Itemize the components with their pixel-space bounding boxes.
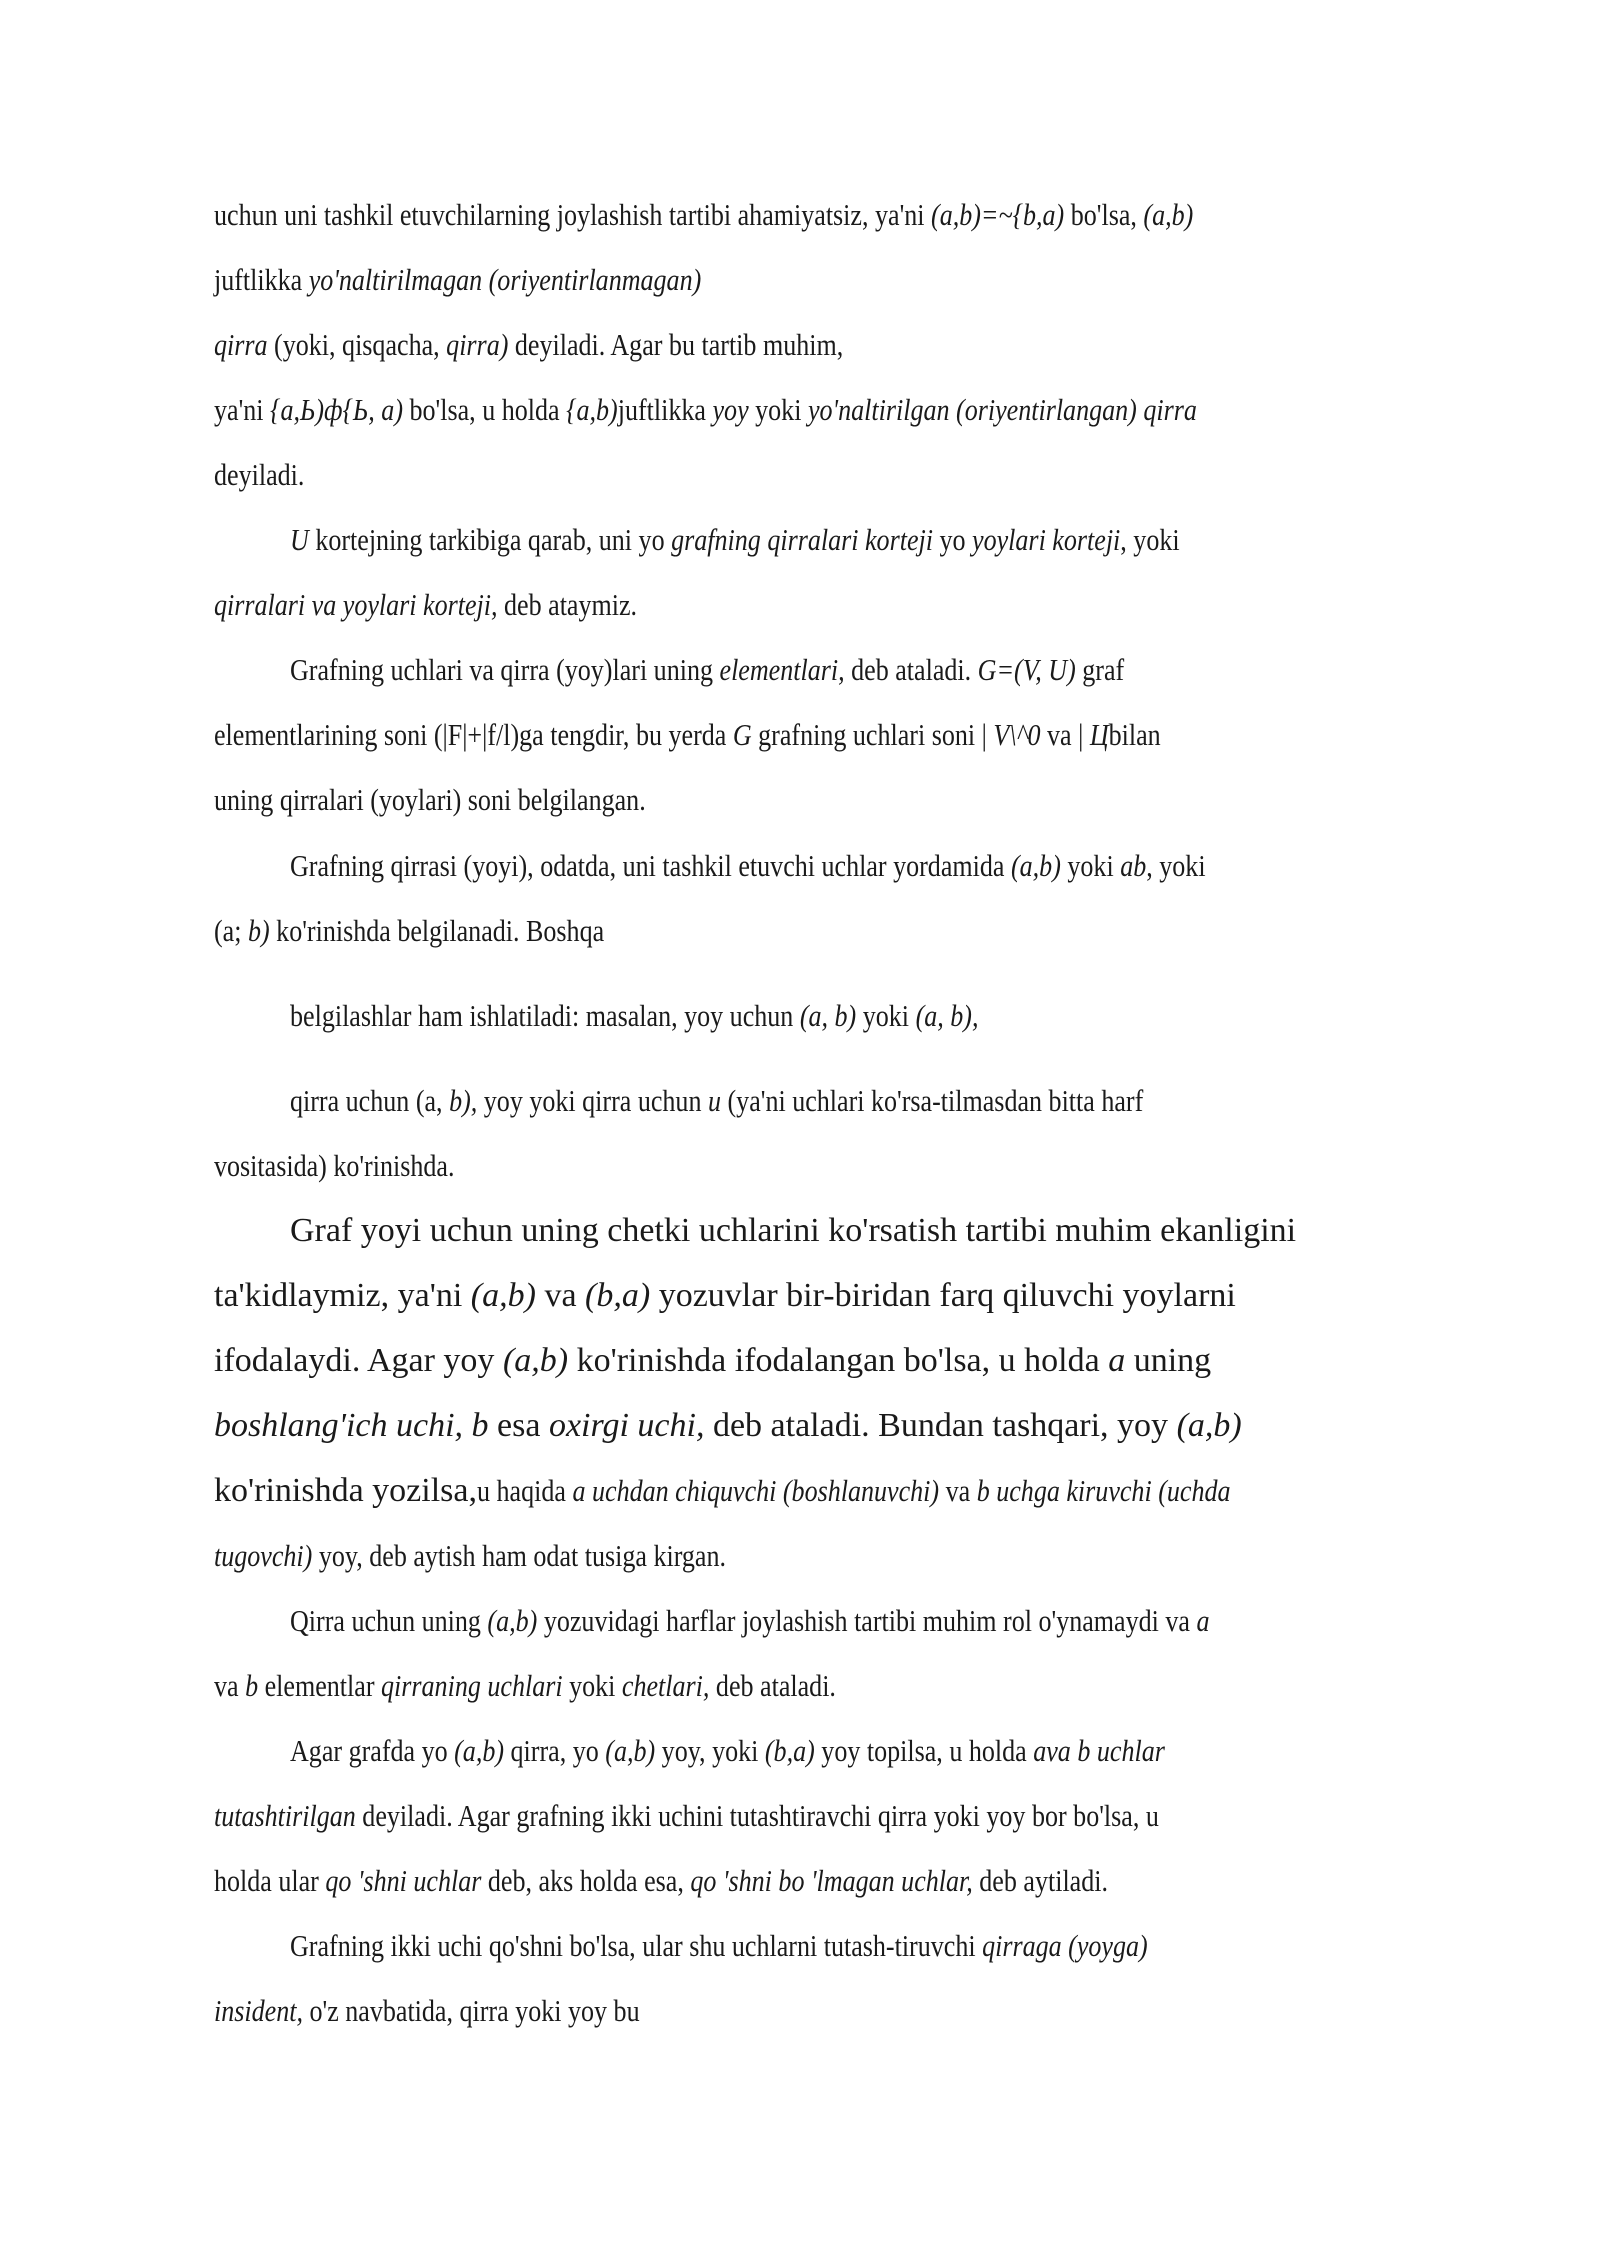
text-span: ifodalaydi. Agar yoy bbox=[214, 1342, 503, 1379]
italic-text-span: chetlari, bbox=[621, 1668, 710, 1703]
text-span: deb aytiladi. bbox=[972, 1863, 1109, 1898]
italic-text-span: qo 'shni bo 'lmagan uchlar, bbox=[690, 1863, 973, 1898]
text-line bbox=[290, 1926, 1148, 1966]
text-span: va bbox=[535, 1277, 586, 1314]
text-line bbox=[214, 390, 1197, 430]
text-span: vositasida) ko'rinishda. bbox=[214, 1148, 455, 1183]
italic-text-span: boshlang'ich uchi, b bbox=[214, 1407, 489, 1444]
text-span: yoki bbox=[748, 392, 808, 427]
text-line bbox=[290, 520, 1180, 560]
text-line bbox=[290, 650, 1124, 690]
text-span: qirra uchun (a, bbox=[290, 1083, 450, 1118]
italic-text-span: yoy bbox=[712, 392, 749, 427]
italic-text-span: (a, b) bbox=[799, 998, 857, 1033]
text-span: yoki bbox=[562, 1668, 622, 1703]
text-span: ko'rinishda yozilsa, bbox=[214, 1472, 477, 1509]
condensed-text-run bbox=[477, 1471, 1231, 1511]
text-line bbox=[214, 1146, 454, 1186]
text-span: Qirra uchun uning bbox=[290, 1603, 488, 1638]
text-span: qirra, yo bbox=[504, 1733, 606, 1768]
text-span: deb ataladi. bbox=[844, 652, 978, 687]
italic-text-span: yo'naltirilgan (oriyentirlangan) qirra bbox=[807, 392, 1197, 427]
text-line bbox=[290, 1081, 1143, 1121]
italic-text-span: {a,b) bbox=[566, 392, 618, 427]
text-span: kortejning tarkibiga qarab, uni yo bbox=[308, 522, 672, 557]
text-line bbox=[214, 455, 304, 495]
text-span: o'z navbatida, qirra yoki yoy bu bbox=[302, 1993, 640, 2028]
italic-text-span: qirralari va yoylari korteji, bbox=[214, 587, 498, 622]
italic-text-span: oxirgi uchi, bbox=[548, 1407, 705, 1444]
text-line bbox=[214, 1276, 1236, 1316]
text-span: elementlar bbox=[258, 1668, 382, 1703]
text-span: deb ataymiz. bbox=[497, 587, 638, 622]
italic-text-span: a uchdan chiquvchi (boshlanuvchi) bbox=[572, 1473, 940, 1508]
italic-text-span: {a,Ь)ф{Ь, a) bbox=[270, 392, 403, 427]
text-span: va bbox=[214, 1668, 246, 1703]
text-line bbox=[214, 1861, 1108, 1901]
text-span: yoki bbox=[1060, 848, 1121, 883]
italic-text-span: (a,b) bbox=[502, 1342, 569, 1379]
text-span: graf bbox=[1075, 652, 1125, 687]
text-span: ko'rinishda ifodalangan bo'lsa, u holda bbox=[568, 1342, 1109, 1379]
text-span: Grafning qirrasi (yoyi), odatda, uni tashkil etuvchi uchlar yordamida bbox=[290, 848, 1011, 883]
italic-text-span: b uchga kiruvchi (uchda bbox=[976, 1473, 1231, 1508]
text-span: bo'lsa, bbox=[1064, 197, 1144, 232]
italic-text-span: yoylari korteji bbox=[972, 522, 1121, 557]
text-line bbox=[214, 911, 604, 951]
text-span: Agar grafda yo bbox=[290, 1733, 455, 1768]
text-line bbox=[214, 260, 701, 300]
text-span: yoy, deb aytish ham odat tusiga kirgan. bbox=[312, 1538, 727, 1573]
italic-text-span: a bbox=[1108, 1342, 1126, 1379]
italic-text-span: (a,b) bbox=[1176, 1407, 1242, 1444]
text-span: belgilashlar ham ishlatiladi: masalan, yoy uchun bbox=[290, 998, 800, 1033]
italic-text-span: qirra bbox=[214, 327, 268, 362]
text-span: ta'kidlaymiz, ya'ni bbox=[214, 1277, 471, 1314]
text-span: deb ataladi. bbox=[709, 1668, 836, 1703]
italic-text-span: elementlari, bbox=[719, 652, 845, 687]
text-line bbox=[214, 1406, 1242, 1446]
text-span: deb ataladi. Bundan tashqari, yoy bbox=[704, 1407, 1177, 1444]
italic-text-span: tugovchi) bbox=[214, 1538, 313, 1573]
text-line bbox=[214, 1341, 1211, 1381]
text-span: , yoki bbox=[1146, 848, 1206, 883]
italic-text-span: (a,b) bbox=[1143, 197, 1194, 232]
text-span: (ya'ni uchlari ko'rsa-tilmasdan bitta harf bbox=[720, 1083, 1144, 1118]
text-span: uchun uni tashkil etuvchilarning joylashish tartibi ahamiyatsiz, ya'ni bbox=[214, 197, 932, 232]
text-span: ko'rinishda belgilanadi. Boshqa bbox=[269, 913, 605, 948]
italic-text-span: (b,a) bbox=[764, 1733, 815, 1768]
text-span: uning bbox=[1125, 1342, 1212, 1379]
text-span: deyiladi. Agar bu tartib muhim, bbox=[508, 327, 844, 362]
text-span: deb, aks holda esa, bbox=[481, 1863, 691, 1898]
italic-text-span: b bbox=[245, 1668, 259, 1703]
italic-text-span: u bbox=[707, 1083, 721, 1118]
text-span: esa bbox=[488, 1407, 549, 1444]
italic-text-span: grafning qirralari korteji bbox=[671, 522, 933, 557]
text-span: Grafning ikki uchi qo'shni bo'lsa, ular shu uchlarni tutash-tiruvchi bbox=[290, 1928, 983, 1963]
italic-text-span: (a,b) bbox=[454, 1733, 505, 1768]
text-line bbox=[290, 1211, 1296, 1251]
text-span: Grafning uchlari va qirra (yoy)lari uning bbox=[290, 652, 720, 687]
italic-text-span: U bbox=[290, 522, 309, 557]
text-span: holda ular bbox=[214, 1863, 326, 1898]
text-span: yo bbox=[932, 522, 973, 557]
text-span: yozuvlar bir-biridan farq qiluvchi yoylarni bbox=[650, 1277, 1236, 1314]
text-span: (yoki, qisqacha, bbox=[267, 327, 447, 362]
italic-text-span: G=(V, U) bbox=[977, 652, 1076, 687]
italic-text-span: G bbox=[732, 717, 752, 752]
text-span: elementlarining soni (|F|+|f/l)ga tengdir, bu yerda bbox=[214, 717, 733, 752]
italic-text-span: insident, bbox=[214, 1993, 303, 2028]
text-span: bo'lsa, u holda bbox=[403, 392, 567, 427]
text-span: uning qirralari (yoylari) soni belgilangan. bbox=[214, 782, 646, 817]
italic-text-span: qirraning uchlari bbox=[381, 1668, 563, 1703]
text-span: (a; bbox=[214, 913, 248, 948]
text-line bbox=[214, 195, 1193, 235]
italic-text-span: qirraga (yoyga) bbox=[982, 1928, 1148, 1963]
text-span: ya'ni bbox=[214, 392, 271, 427]
italic-text-span: qo 'shni uchlar bbox=[325, 1863, 482, 1898]
text-line bbox=[214, 1796, 1159, 1836]
text-span: yoy topilsa, u holda bbox=[814, 1733, 1034, 1768]
italic-text-span: (a,b)=~{b,a) bbox=[931, 197, 1065, 232]
text-span: yozuvidagi harflar joylashish tartibi muhim rol o'ynamaydi va bbox=[537, 1603, 1197, 1638]
text-line bbox=[214, 1471, 1374, 1511]
text-line bbox=[214, 780, 646, 820]
italic-text-span: yo'naltirilmagan (oriyentirlanmagan) bbox=[308, 262, 702, 297]
italic-text-span: V\^0 bbox=[993, 717, 1041, 752]
text-line bbox=[214, 1536, 726, 1576]
text-span: yoy, yoki bbox=[655, 1733, 765, 1768]
text-span: u haqida bbox=[476, 1473, 573, 1508]
italic-text-span: (a, b), bbox=[915, 998, 979, 1033]
text-line bbox=[290, 1731, 1165, 1771]
text-span: bilan bbox=[1108, 717, 1161, 752]
italic-text-span: qirra) bbox=[446, 327, 509, 362]
italic-text-span: (a,b) bbox=[487, 1603, 538, 1638]
italic-text-span: a bbox=[1196, 1603, 1210, 1638]
italic-text-span: tutashtirilgan bbox=[214, 1798, 356, 1833]
italic-text-span: b), bbox=[449, 1083, 478, 1118]
text-span: va | bbox=[1040, 717, 1090, 752]
text-line bbox=[214, 1991, 640, 2031]
text-line bbox=[214, 1666, 836, 1706]
italic-text-span: ab bbox=[1120, 848, 1147, 883]
italic-text-span: b) bbox=[247, 913, 270, 948]
italic-text-span: (a,b) bbox=[605, 1733, 656, 1768]
text-span: juftlikka bbox=[617, 392, 713, 427]
text-span: Graf yoyi uchun uning chetki uchlarini ko'rsatish tartibi muhim ekanligini bbox=[290, 1212, 1297, 1249]
text-span: deyiladi. Agar grafning ikki uchini tutashtiravchi qirra yoki yoy bor bo'lsa, u bbox=[355, 1798, 1159, 1833]
text-span: yoki bbox=[856, 998, 916, 1033]
italic-text-span: (a,b) bbox=[470, 1277, 536, 1314]
italic-text-span: Ц bbox=[1089, 717, 1109, 752]
text-span: grafning uchlari soni | bbox=[751, 717, 994, 752]
text-line bbox=[214, 715, 1161, 755]
text-line bbox=[214, 585, 637, 625]
text-line bbox=[214, 325, 843, 365]
text-span: juftlikka bbox=[214, 262, 309, 297]
text-span: , yoki bbox=[1120, 522, 1180, 557]
italic-text-span: (b,a) bbox=[585, 1277, 651, 1314]
italic-text-span: (a,b) bbox=[1010, 848, 1061, 883]
italic-text-span: ava b uchlar bbox=[1033, 1733, 1165, 1768]
text-line bbox=[290, 846, 1206, 886]
text-span: va bbox=[939, 1473, 977, 1508]
text-line bbox=[290, 996, 978, 1036]
text-span: yoy yoki qirra uchun bbox=[477, 1083, 708, 1118]
text-line bbox=[290, 1601, 1210, 1641]
text-span: deyiladi. bbox=[214, 457, 305, 492]
